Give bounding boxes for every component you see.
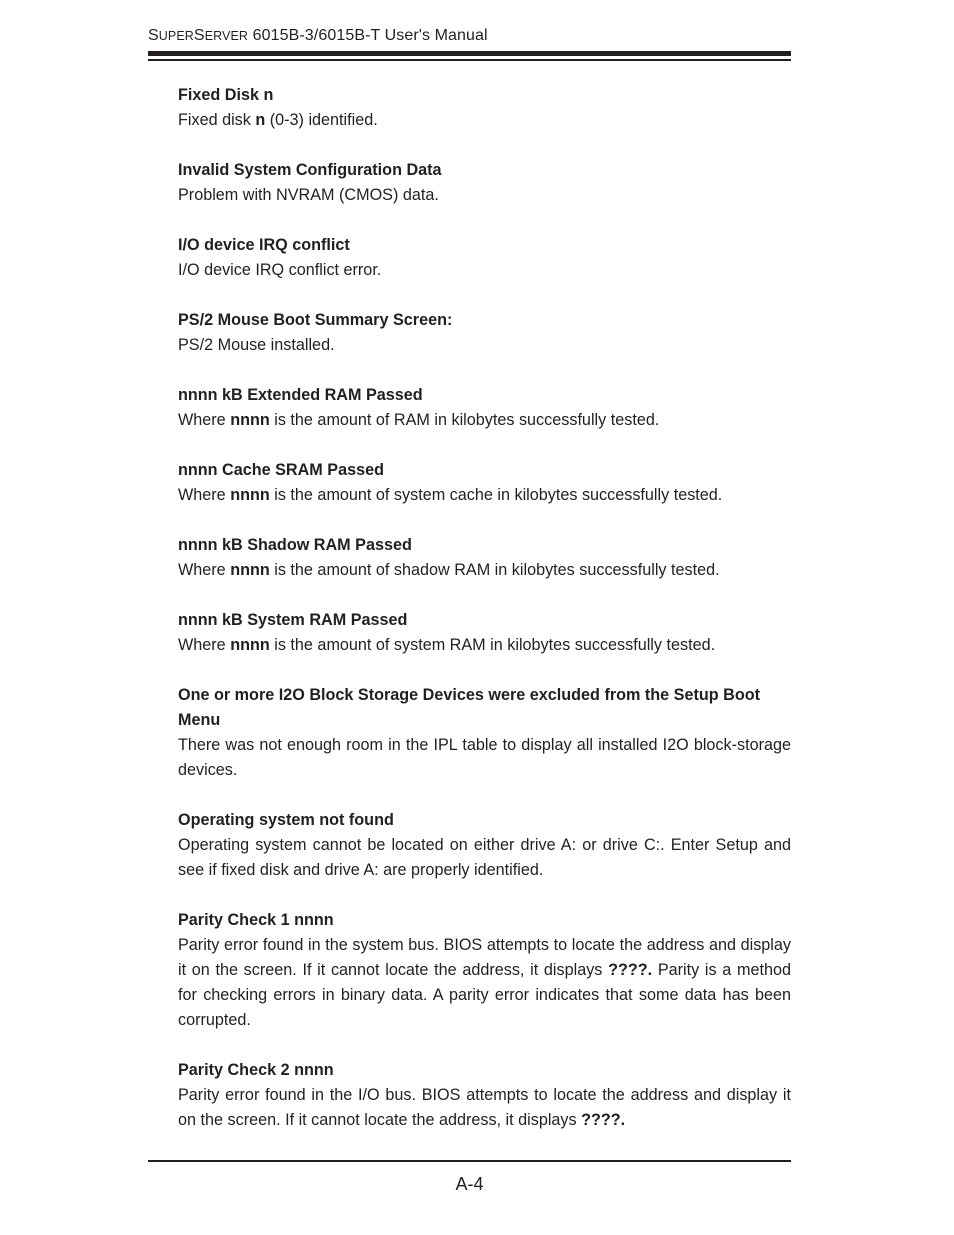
desc-text: Where [178,636,231,654]
desc-text: Parity error found in the I/O bus. BIOS attempts to locate the address and display it on the screen. If it cannot locate the address, it displays [178,1086,791,1129]
entry-title: One or more I2O Block Storage Devices were excluded from the Setup Boot Menu [178,686,761,729]
entry-description [178,558,791,583]
entry-i2o-storage [178,683,791,783]
header-rule-thick [148,51,791,56]
entry-description: I/O device IRQ conflict error. [178,261,382,279]
desc-text: Where [178,486,231,504]
entry-parity-check-1 [178,908,791,1033]
desc-text: Fixed disk [178,111,256,129]
entry-description: Operating system cannot be located on either drive A: or drive C:. Enter Setup and see if fixed disk and drive A: are properly identified. [178,836,791,879]
entry-title: nnnn kB System RAM Passed [178,611,408,629]
desc-text: Parity error found in the system bus. BIOS attempts to locate the address and display it on the screen. If it cannot locate the address, it displays [178,936,791,979]
entry-title: Fixed Disk n [178,86,274,104]
entry-title: PS/2 Mouse Boot Summary Screen: [178,311,453,329]
header-sc-s2: S [193,27,205,44]
desc-text: is the amount of RAM in kilobytes successfully tested. [269,411,660,429]
entry-title: Operating system not found [178,811,394,829]
desc-bold: ????. [608,961,653,979]
desc-text: (0-3) identified. [265,111,378,129]
header-sc-uper: UPER [158,29,194,43]
desc-bold: nnnn [230,636,270,654]
entry-description [178,633,791,658]
entry-title: Parity Check 1 nnnn [178,911,334,929]
desc-bold: nnnn [230,561,270,579]
entry-description: There was not enough room in the IPL table to display all installed I2O block-storage devices. [178,736,791,779]
desc-text: is the amount of shadow RAM in kilobytes successfully tested. [269,561,720,579]
entry-title: Parity Check 2 nnnn [178,1061,334,1079]
header-rule-thin [148,59,791,61]
desc-text: is the amount of system RAM in kilobytes successfully tested. [269,636,716,654]
entry-fixed-disk [178,83,791,133]
entry-title: I/O device IRQ conflict [178,236,350,254]
entry-description [178,933,791,1033]
desc-text: Parity is a method for checking errors in binary data. A parity error indicates that some data has been corrupted. [178,961,791,1029]
footer-rule [148,1160,791,1162]
header-title-rest: 6015B-3/6015B-T User's Manual [248,27,488,44]
desc-text: Where [178,411,231,429]
entry-parity-check-2 [178,1058,791,1133]
entry-io-irq [178,233,791,283]
entry-description: PS/2 Mouse installed. [178,336,335,354]
entry-invalid-config [178,158,791,208]
desc-text: is the amount of system cache in kilobytes successfully tested. [269,486,723,504]
page-content [178,83,791,1158]
entry-shadow-ram [178,533,791,583]
entry-title: nnnn kB Extended RAM Passed [178,386,423,404]
header-sc-s1: S [148,27,159,44]
desc-bold: nnnn [230,411,270,429]
entry-title: nnnn kB Shadow RAM Passed [178,536,412,554]
entry-description: Problem with NVRAM (CMOS) data. [178,186,439,204]
desc-bold: ????. [581,1111,626,1129]
desc-bold: n [255,111,266,129]
entry-cache-sram [178,458,791,508]
entry-description [178,1083,791,1133]
desc-bold: nnnn [230,486,270,504]
entry-extended-ram [178,383,791,433]
running-header [148,27,488,45]
entry-description [178,483,791,508]
entry-os-not-found [178,808,791,883]
entry-ps2-mouse [178,308,791,358]
entry-system-ram [178,608,791,658]
page-number: A-4 [455,1174,484,1194]
header-sc-erver: ERVER [204,29,249,43]
entry-description [178,408,791,433]
entry-title: Invalid System Configuration Data [178,161,442,179]
entry-title: nnnn Cache SRAM Passed [178,461,384,479]
entry-description [178,108,791,133]
desc-text: Where [178,561,231,579]
